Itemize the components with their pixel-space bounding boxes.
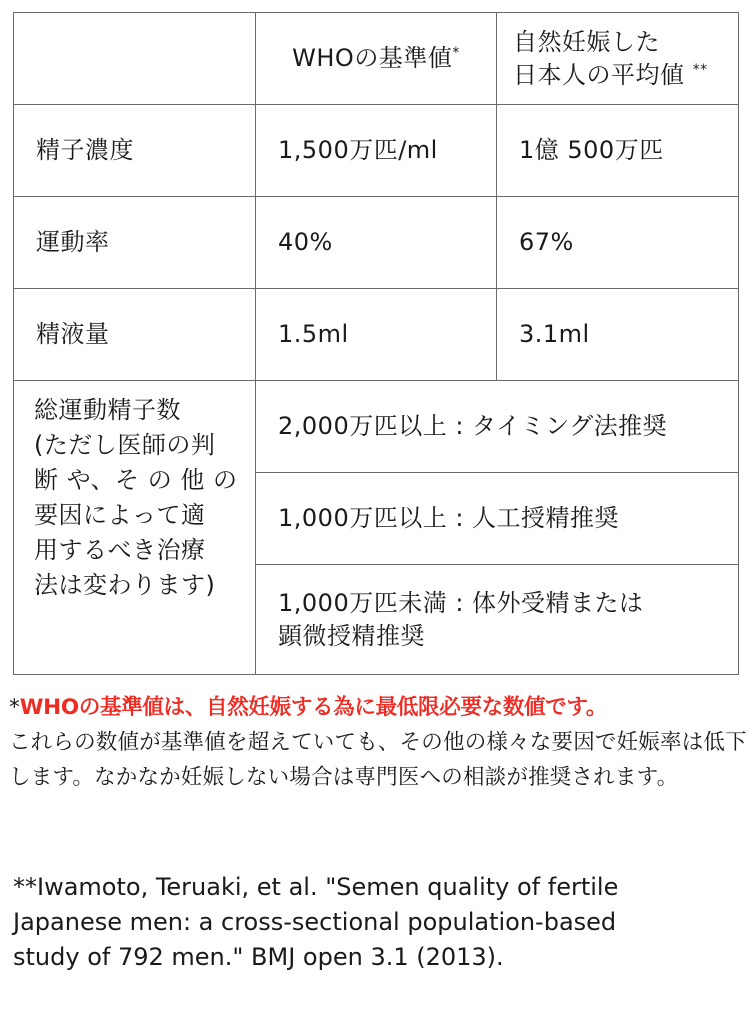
criteria-ivf-text-line1: 1,000万匹未満 : 体外受精または <box>278 588 644 617</box>
header-japan-line2: 日本人の平均値 <box>513 60 685 89</box>
row-label: 精液量 <box>14 289 256 381</box>
note-mark: * <box>9 695 20 720</box>
row-label: 運動率 <box>14 197 256 289</box>
total-label-line: 要因によって適 <box>34 501 206 529</box>
header-japan-cell <box>497 13 739 105</box>
table-row <box>14 105 739 197</box>
semen-reference-table <box>13 12 739 675</box>
header-who-mark: * <box>452 45 460 61</box>
total-label-line: 用するべき治療 <box>34 536 206 564</box>
citation-line: Japanese men: a cross-sectional population-based <box>13 908 617 936</box>
criteria-iui <box>256 473 739 565</box>
citation-line: **Iwamoto, Teruaki, et al. "Semen quality of fertile <box>13 873 619 901</box>
criteria-timing-text: 2,000万匹以上 : タイミング法推奨 <box>278 412 668 440</box>
row-who-value: 1,500万匹/ml <box>256 105 497 197</box>
citation-reference <box>13 870 743 975</box>
row-who-value: 40% <box>256 197 497 289</box>
criteria-ivf <box>256 565 739 675</box>
total-label-line: 法は変わります) <box>34 571 216 599</box>
header-who-cell <box>256 13 497 105</box>
total-label-line: 断 や、そ の 他 の <box>34 466 238 494</box>
row-japan-value: 1億 500万匹 <box>497 105 739 197</box>
header-japan-mark: ** <box>692 61 708 78</box>
header-who-label: WHOの基準値 <box>292 44 453 72</box>
total-label-line: 総運動精子数 <box>34 396 181 424</box>
row-label: 精子濃度 <box>14 105 256 197</box>
table-row <box>14 197 739 289</box>
row-japan-value: 3.1ml <box>497 289 739 381</box>
table-header-row <box>14 13 739 105</box>
note-body-text: これらの数値が基準値を超えていても、その他の様々な要因で妊娠率は低下します。なかなか妊娠しない場合は専門医への相談が推奨されます。 <box>9 730 747 790</box>
criteria-timing <box>256 381 739 473</box>
total-motile-label-cell <box>14 381 256 675</box>
who-note <box>9 690 749 795</box>
note-red-text: WHOの基準値は、自然妊娠する為に最低限必要な数値です。 <box>19 695 608 720</box>
citation-line: study of 792 men." BMJ open 3.1 (2013). <box>13 943 504 971</box>
total-label-line: (ただし医師の判 <box>34 431 216 459</box>
table-row <box>14 289 739 381</box>
criteria-iui-text: 1,000万匹以上 : 人工授精推奨 <box>278 504 620 532</box>
criteria-ivf-text-line2: 顕微授精推奨 <box>278 621 425 650</box>
row-japan-value: 67% <box>497 197 739 289</box>
header-empty-cell <box>14 13 256 105</box>
row-who-value: 1.5ml <box>256 289 497 381</box>
total-motile-row <box>14 381 739 473</box>
header-japan-line1: 自然妊娠した <box>513 27 660 56</box>
